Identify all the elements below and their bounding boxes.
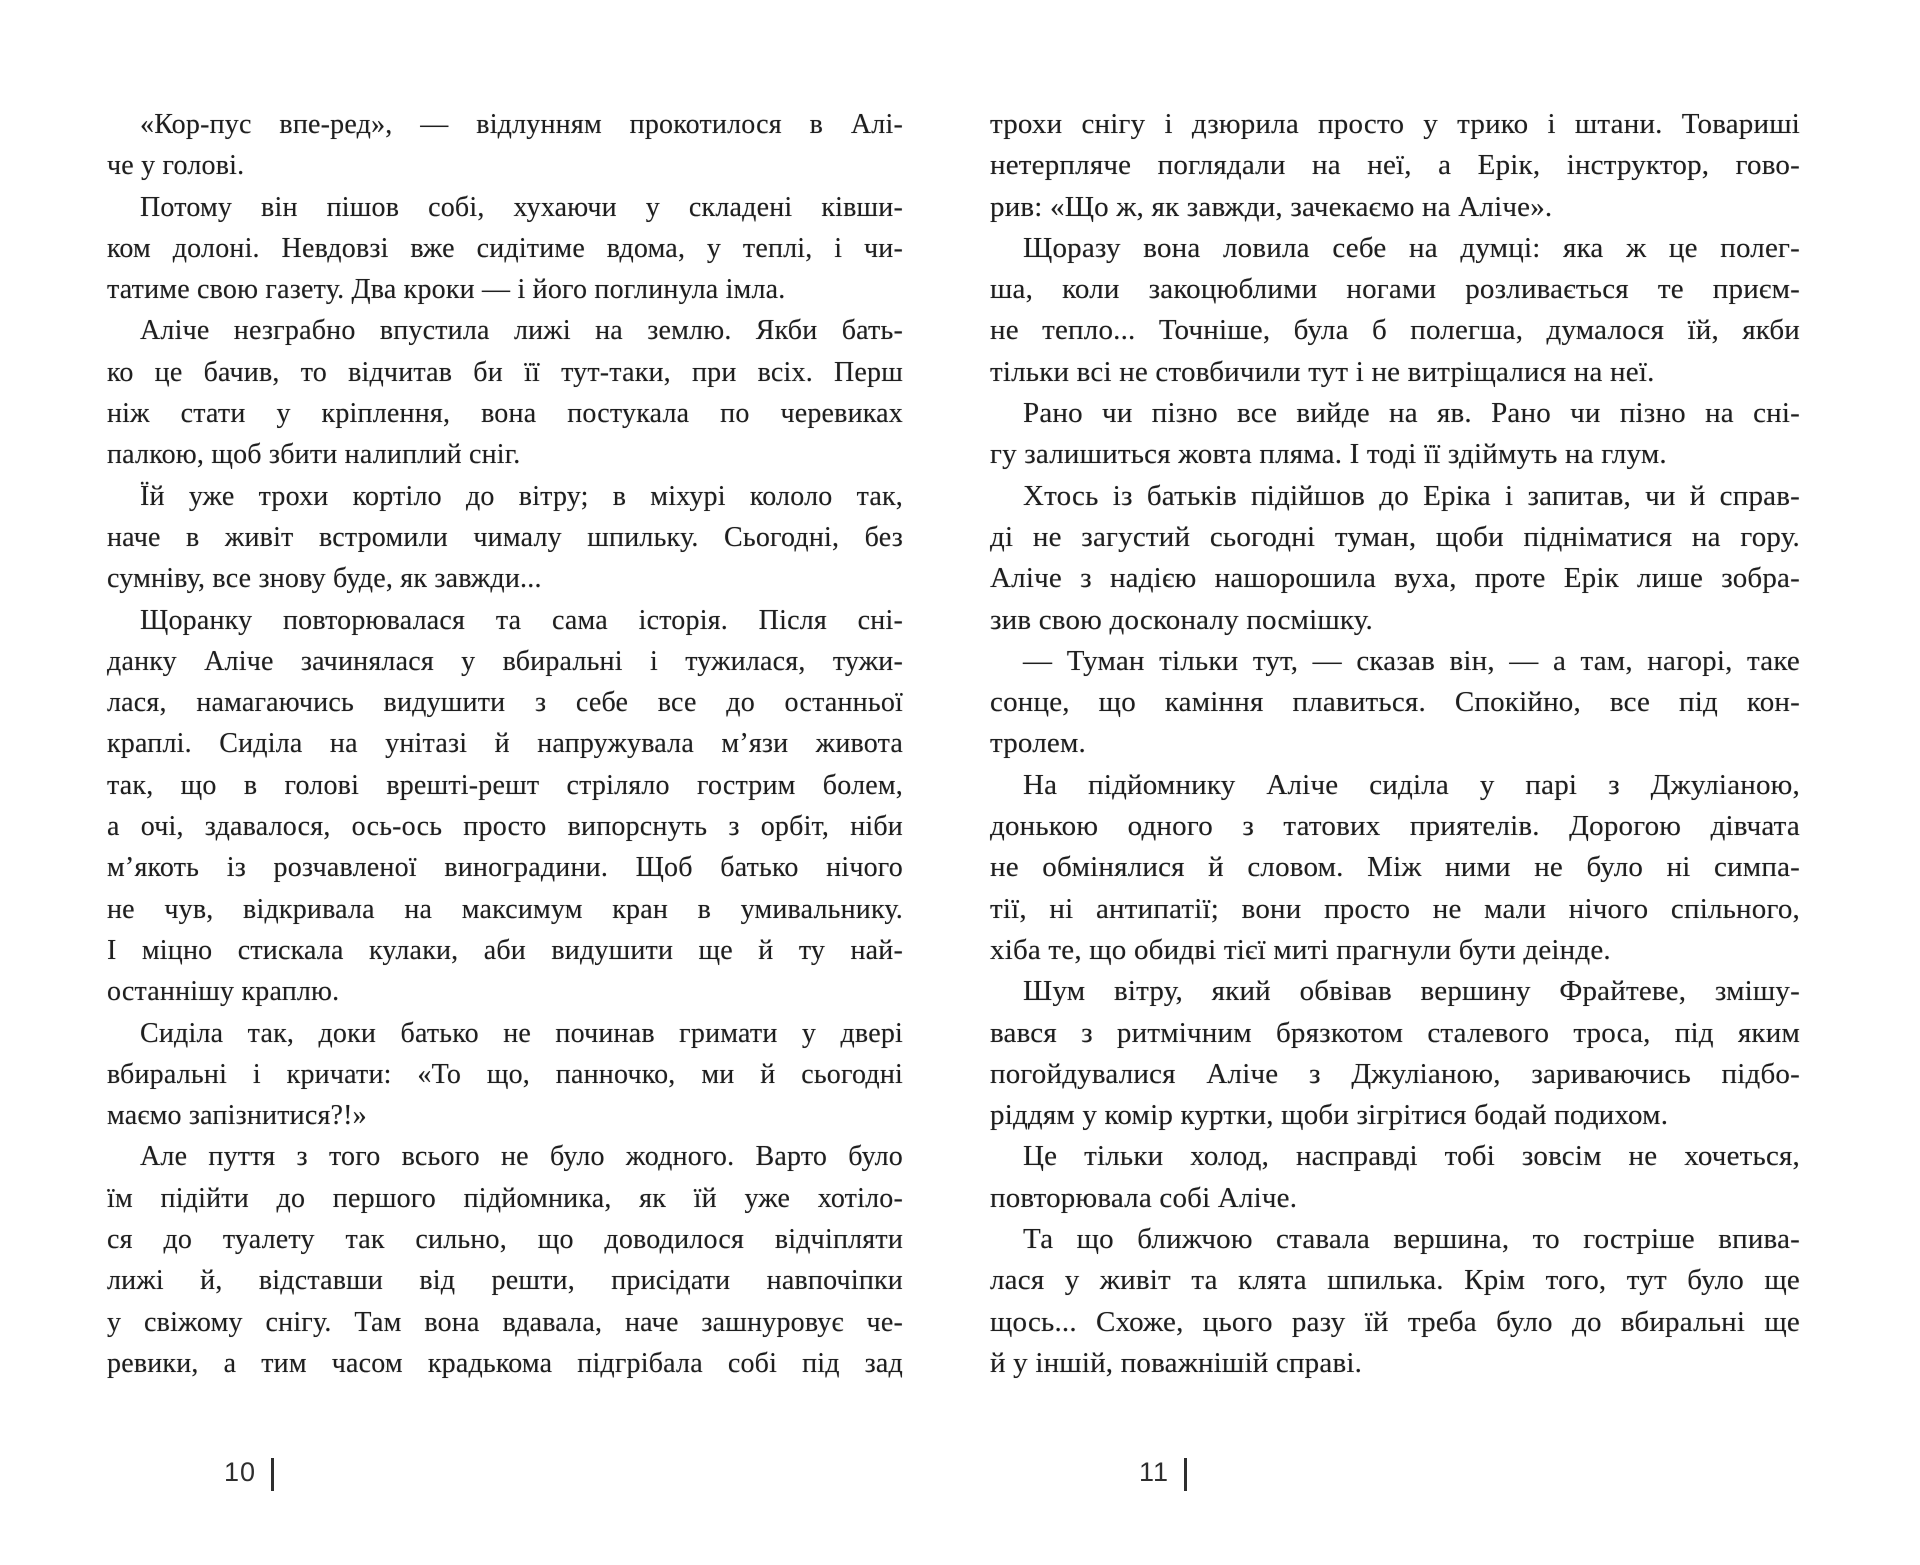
text-line: І міцно стискала кулаки, аби видушити ще й ту най- (107, 934, 903, 966)
text-line: хіба те, що обидві тієї миті прагнули бути деінде. (990, 933, 1611, 966)
text-line: Їй уже трохи кортіло до вітру; в міхурі кололо так, (140, 480, 903, 512)
text-line: ніж стати у кріплення, вона постукала по черевиках (107, 398, 903, 430)
text-line: трохи снігу і дзюрила просто у трико і штани. Товариші (990, 108, 1800, 140)
text-line: м’якоть із розчавленої виноградини. Щоб батько нічого (107, 852, 903, 884)
page-number: 10 (224, 1457, 257, 1487)
text-line: у свіжому снігу. Там вона вдавала, наче зашнуровує че- (107, 1306, 903, 1338)
text-line: ша, коли закоцюблими ногами розливається те приєм- (990, 273, 1800, 306)
text-line: Та що ближчою ставала вершина, то гостріше впива- (1023, 1223, 1800, 1256)
text-line: наче в живіт встромили чималу шпильку. Сьогодні, без (107, 521, 903, 553)
text-line: Потому він пішов собі, хухаючи у складені ківши- (140, 191, 903, 223)
text-line: вався з ритмічним брязкотом сталевого троса, під яким (990, 1016, 1800, 1049)
page-10-footer (224, 1456, 274, 1489)
text-line: донькою одного з татових приятелів. Дорогою дівчата (990, 810, 1800, 843)
text-line: Але пуття з того всього не було жодного. Варто було (140, 1141, 903, 1173)
page-11-footer (1139, 1456, 1187, 1489)
text-line: сонце, що каміння плавиться. Спокійно, все під кон- (990, 686, 1800, 719)
text-line: ком долоні. Невдовзі вже сидітиме вдома, у теплі, і чи- (107, 232, 903, 264)
text-line: гу залишиться жовта пляма. І тоді її здіймуть на глум. (990, 438, 1667, 471)
text-line: На підйомнику Аліче сиділа у парі з Джуліаною, (1023, 768, 1800, 801)
text-line: тролем. (990, 727, 1086, 760)
text-line: «Кор-пус впе-ред», — відлунням прокотилося в Алі- (140, 109, 903, 140)
page-11-text-block (990, 104, 1800, 1384)
page-10-text-block (107, 104, 903, 1384)
text-line: Щоразу вона ловила себе на думці: яка ж це полег- (1023, 231, 1800, 264)
text-line: ді не загустий сьогодні туман, щоби підніматися на гору. (990, 520, 1800, 553)
text-line: погойдувалися Аліче з Джуліаною, зариваючись підбо- (990, 1057, 1800, 1090)
text-line: Хтось із батьків підійшов до Еріка і запитав, чи й справ- (1023, 479, 1800, 512)
text-line: не обмінялися й словом. Між ними не було ні симпа- (990, 851, 1800, 884)
text-line: маємо запізнитися?!» (107, 1100, 367, 1132)
text-line: ко це бачив, то відчитав би її тут-таки, при всіх. Перш (107, 356, 903, 388)
text-line: че у голові. (107, 150, 245, 182)
text-line: Аліче з надією нашорошила вуха, проте Ерік лише зобра- (990, 562, 1800, 595)
text-line: вбиральні і кричати: «То що, панночко, ми й сьогодні (107, 1058, 903, 1090)
text-line: лижі й, відставши від решти, присідати навпочіпки (107, 1265, 903, 1297)
text-line: а очі, здавалося, ось-ось просто випорснуть з орбіт, ніби (107, 811, 903, 843)
text-line: не чув, відкривала на максимум кран в умивальнику. (107, 893, 903, 925)
text-line: данку Аліче зачинялася у вбиральні і тужилася, тужи- (107, 645, 903, 677)
text-line: рив: «Що ж, як завжди, зачекаємо на Аліче». (990, 190, 1553, 223)
text-line: краплі. Сиділа на унітазі й напружувала м’язи живота (107, 728, 903, 760)
text-line: татиме свою газету. Два кроки — і його поглинула імла. (107, 274, 786, 306)
text-line: зив свою досконалу посмішку. (990, 603, 1374, 636)
text-line: останнішу краплю. (107, 976, 340, 1008)
text-line: повторювала собі Аліче. (990, 1181, 1298, 1214)
text-line: Щоранку повторювалася та сама історія. Після сні- (140, 604, 903, 636)
text-line: сумніву, все знову буде, як завжди... (107, 563, 542, 595)
text-line: щось... Схоже, цього разу їй треба було до вбиральні ще (990, 1305, 1800, 1338)
page-number: 11 (1139, 1457, 1170, 1487)
text-line: ріддям у комір куртки, щоби зігрітися бодай подихом. (990, 1099, 1669, 1132)
text-line: — Туман тільки тут, — сказав він, — а там, нагорі, таке (1023, 644, 1800, 677)
text-line: тільки всі не стовбичили тут і не витріщалися на неї. (990, 355, 1655, 388)
text-line: палкою, щоб збити налиплий сніг. (107, 439, 521, 471)
text-line: ревики, а тим часом крадькома підгрібала собі під зад (107, 1347, 903, 1379)
text-line: так, що в голові врешті-решт стріляло гострим болем, (107, 769, 903, 801)
text-line: лася, намагаючись видушити з себе все до останньої (107, 687, 903, 719)
text-line: Це тільки холод, насправді тобі зовсім не хочеться, (1023, 1140, 1800, 1173)
text-line: Шум вітру, який обвівав вершину Фрайтеве, змішу- (1023, 975, 1800, 1008)
text-line: тії, ні антипатії; вони просто не мали нічого спільного, (990, 892, 1800, 925)
text-line: ся до туалету так сильно, що доводилося відчіпляти (107, 1224, 903, 1256)
text-line: не тепло... Точніше, була б полегша, думалося їй, якби (990, 314, 1800, 347)
text-line: Рано чи пізно все вийде на яв. Рано чи пізно на сні- (1023, 397, 1800, 430)
text-line: нетерпляче поглядали на неї, а Ерік, інструктор, гово- (990, 149, 1800, 182)
footer-divider (1184, 1458, 1187, 1491)
text-line: й у іншій, поважнішій справі. (990, 1346, 1363, 1379)
text-line: лася у живіт та клята шпилька. Крім того, тут було ще (990, 1264, 1800, 1297)
footer-divider (271, 1458, 274, 1491)
text-line: Аліче незграбно впустила лижі на землю. Якби бать- (140, 315, 903, 347)
text-line: Сиділа так, доки батько не починав гримати у двері (140, 1017, 903, 1049)
text-line: їм підійти до першого підйомника, як їй уже хотіло- (107, 1182, 903, 1214)
